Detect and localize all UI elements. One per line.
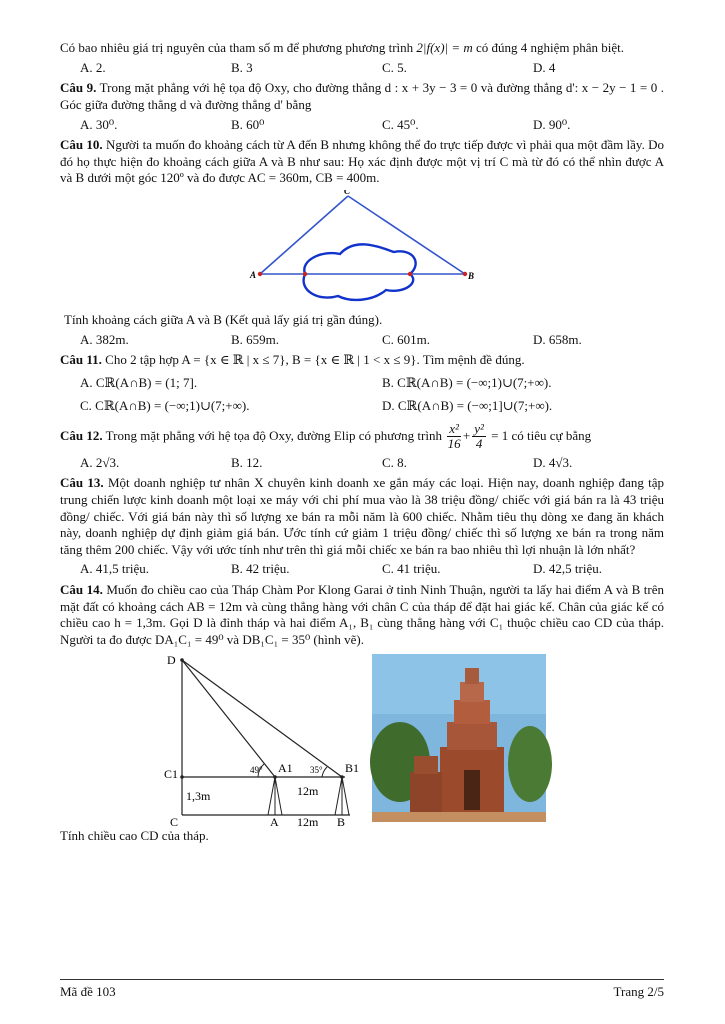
label-c: C: [344, 190, 351, 196]
label-12m-bottom: 12m: [297, 814, 319, 828]
line-cb: [348, 196, 465, 274]
swamp-triangle-diagram: [60, 190, 664, 312]
label-angle-49: 49°: [250, 764, 263, 775]
q8-option-c: C. 5.: [382, 59, 407, 75]
q10-option-b: B. 659m.: [231, 331, 280, 347]
q12-frac-x: $\frac{\text{x²}}{16}$: [447, 421, 461, 452]
q13-option-d: D. 42,5 triệu.: [533, 561, 602, 577]
label-c: C: [170, 814, 179, 828]
line-ac: [260, 196, 348, 274]
q14-text: Câu 14. Muốn đo chiều cao của Tháp Chàm Por Klong Garai ở tỉnh Ninh Thuận, người ta lấy hai điểm A và B trên mặt đất có khoảng cách AB = 12m và cùng thẳng hàng với chân C của tháp để đặt hai giác kế. Chân của giác kế có chiều cao h = 1,3m. Gọi D là đỉnh tháp và hai điểm A₁, B₁ cùng thẳng hàng với C₁ thuộc chiều cao CD của tháp. Người ta đo được DA₁C₁ = 49⁰ và DB₁C₁ = 35⁰ (hình vẽ).: [60, 582, 665, 647]
q12-options: [60, 455, 664, 472]
q10-figure: [60, 190, 664, 312]
q10-text: Câu 10. Người ta muốn đo khoảng cách từ A đến B nhưng không thể đo trực tiếp được vì phải qua một đầm lầy. Do đó họ thực hiện đo khoảng cách giữa A và B như sau: Họ xác định được một vị trí C mà từ đó có thể nhìn được A và B dưới một góc 120º và đo được AC = 360m, CB = 400m.: [60, 137, 664, 186]
q14-figure: [60, 652, 664, 828]
q9-option-c: C. 45⁰.: [382, 116, 419, 132]
q12-text: Câu 12. Trong mặt phẳng với hệ tọa độ Oxy, đường Elip có phương trình $\frac{\text{x²}}{16}$ + $\frac{\text{y²}}{4}$ = 1 có tiêu cự bằng: [60, 421, 592, 452]
q10-question: Tính khoảng cách giữa A và B (Kết quả lấy giá trị gần đúng).: [64, 312, 383, 327]
tripod-a-icon: [268, 777, 282, 815]
q8-formula: 2|f(x)| = m: [416, 40, 473, 55]
label-height: 1,3m: [186, 788, 211, 803]
point-p2: [408, 272, 412, 276]
q10-option-c: C. 601m.: [382, 331, 431, 347]
label-c1: C1: [164, 766, 179, 781]
q10-options: [60, 332, 664, 349]
label-b: B: [337, 814, 346, 828]
label-angle-35: 35°: [310, 764, 323, 775]
q8-options: [60, 60, 664, 77]
q8-option-b: B. 3: [231, 59, 253, 75]
q11-option-c: C. Cℝ(A∩B) = (−∞;1)∪(7;+∞).: [80, 397, 250, 413]
page-number: Trang 2/5: [613, 984, 664, 999]
exam-page: [60, 40, 664, 847]
point-p1: [303, 272, 307, 276]
q13-option-a: A. 41,5 triệu.: [80, 561, 149, 577]
q9-text: Câu 9. Trong mặt phẳng với hệ tọa độ Oxy, cho đường thẳng d : x + 3y − 3 = 0 và đường thẳng d': x − 2y − 1 = 0 . Góc giữa đường thẳng d và đường thẳng d' bằng: [60, 80, 664, 112]
point-a: [258, 272, 262, 276]
q11-text: Câu 11. Cho 2 tập hợp A = {x ∈ ℝ | x ≤ 7}, B = {x ∈ ℝ | 1 < x ≤ 9}. Tìm mệnh đề đúng.: [60, 352, 525, 368]
q8-option-d: D. 4: [533, 59, 556, 75]
q12-option-d: D. 4√3.: [533, 454, 573, 470]
label-a1: A1: [278, 760, 293, 775]
tower-height-diagram: [60, 652, 664, 828]
q9-option-a: A. 30⁰.: [80, 116, 118, 132]
q13-text: Câu 13. Một doanh nghiệp tư nhân X chuyên kinh doanh xe gắn máy các loại. Hiện nay, doanh nghiệp đang tập trung chiến lược kinh doanh một loại xe máy với chi phí mua vào là 38 triệu đồng/ chiếc với giá bán ra là 43 triệu đồng/ chiếc. Với giá bán này thì số lượng xe bán ra mỗi năm là 600 chiếc. Nhằm tiêu thụ dòng xe đang ăn khách này, doanh nghiệp dự định giảm giá bán. Ước tính cứ giảm 1 triệu đồng/ chiếc thì số lượng xe bán ra trong năm tăng thêm 200 chiếc. Vậy với ước tính như trên thì giá mỗi chiếc xe bán ra bao nhiêu thì lợi nhuận là lớn nhất?: [60, 475, 664, 557]
q10-option-d: D. 658m.: [533, 331, 582, 347]
label-b: B: [468, 271, 475, 281]
q9-options: [60, 117, 664, 134]
q14-question: Tính chiều cao CD của tháp.: [60, 827, 209, 843]
q12-frac-y: $\frac{\text{y²}}{4}$: [474, 421, 484, 452]
q11-option-d: D. Cℝ(A∩B) = (−∞;1]∪(7;+∞).: [382, 397, 553, 413]
q8-option-a: A. 2.: [80, 59, 106, 75]
q13-option-c: C. 41 triệu.: [382, 561, 441, 577]
q10-option-a: A. 382m.: [80, 331, 129, 347]
swamp-shape: [304, 244, 416, 300]
tripod-b-icon: [335, 777, 349, 815]
q11-option-a: A. Cℝ(A∩B) = (1; 7].: [80, 374, 198, 390]
label-12m-top: 12m: [297, 783, 319, 798]
q11-option-b: B. Cℝ(A∩B) = (−∞;1)∪(7;+∞).: [382, 374, 552, 390]
q13-option-b: B. 42 triệu.: [231, 561, 290, 577]
q12-option-b: B. 12.: [231, 454, 263, 470]
q8-text: Có bao nhiêu giá trị nguyên của tham số m để phương phương trình 2|f(x)| = m có đúng 4 nghiệm phân biệt.: [60, 40, 625, 55]
q12-option-a: A. 2√3.: [80, 454, 120, 470]
label-b1: B1: [345, 760, 360, 775]
q12-option-c: C. 8.: [382, 454, 407, 470]
q11-options: [60, 375, 664, 414]
label-a: A: [270, 814, 279, 828]
q9-option-b: B. 60⁰: [231, 116, 265, 132]
q9-option-d: D. 90⁰.: [533, 116, 571, 132]
label-d: D: [167, 652, 176, 667]
exam-code: Mã đề 103: [60, 984, 116, 999]
angle-35-arc: [322, 767, 327, 777]
line-d-b1: [182, 660, 342, 777]
q13-options: [60, 561, 664, 578]
page-footer: [60, 979, 664, 1001]
tower-photo: [370, 654, 552, 822]
point-b: [463, 272, 467, 276]
label-a: A: [250, 270, 257, 280]
